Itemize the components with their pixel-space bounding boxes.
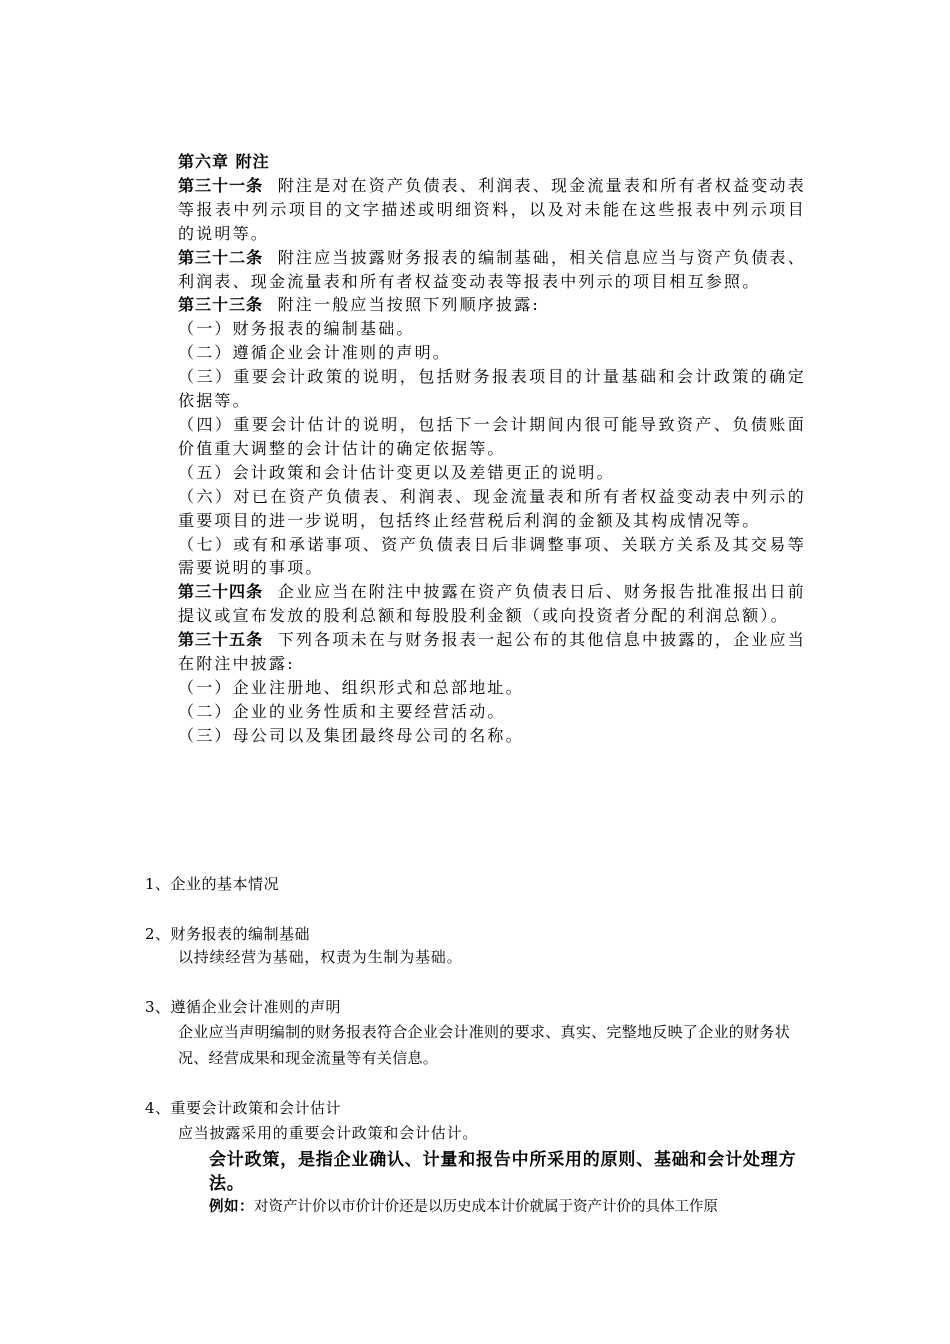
article-label: 第三十一条: [178, 175, 264, 195]
list-item: （四）重要会计估计的说明，包括下一会计期间内很可能导致资产、负债账面价值重大调整的会计估计的确定依据等。: [178, 414, 806, 458]
list-item: （一）财务报表的编制基础。: [178, 319, 415, 339]
list-item: （三）母公司以及集团最终母公司的名称。: [178, 725, 524, 745]
article-text: 附注应当披露财务报表的编制基础，相关信息应当与资产负债表、利润表、现金流量表和所有者权益变动表等报表中列示的项目相互参照。: [178, 247, 806, 291]
article-34: [178, 580, 806, 628]
list-item: （一）企业注册地、组织形式和总部地址。: [178, 677, 524, 697]
example-line: [209, 1196, 806, 1218]
article-text: 下列各项未在与财务报表一起公布的其他信息中披露的，企业应当在附注中披露:: [178, 630, 806, 674]
heading-preparation-basis: 2、财务报表的编制基础: [145, 925, 311, 943]
article-32: [178, 246, 806, 294]
list-item: （二）遵循企业会计准则的声明。: [178, 343, 452, 363]
list-item: （七）或有和承诺事项、资产负债表日后非调整事项、关联方关系及其交易等需要说明的事项。: [178, 534, 806, 578]
heading-standards-statement: 3、遵循企业会计准则的声明: [145, 998, 342, 1016]
article-31: [178, 174, 806, 246]
article-35: [178, 628, 806, 676]
article-label: 第三十四条: [178, 582, 264, 602]
paragraph-policies-estimates: 应当披露采用的重要会计政策和会计估计。: [178, 1124, 479, 1142]
heading-policies-estimates: 4、重要会计政策和会计估计: [145, 1099, 342, 1117]
chapter-title: 第六章 附注: [178, 152, 270, 171]
list-item: （六）对已在资产负债表、利润表、现金流量表和所有者权益变动表中列示的重要项目的进一步说明，包括终止经营税后利润的金额及其构成情况等。: [178, 486, 806, 530]
list-item: （五）会计政策和会计估计变更以及差错更正的说明。: [178, 462, 615, 482]
article-text: 附注是对在资产负债表、利润表、现金流量表和所有者权益变动表等报表中列示项目的文字描述或明细资料，以及对未能在这些报表中列示项目的说明等。: [178, 175, 806, 243]
article-text: 企业应当在附注中披露在资产负债表日后、财务报告批准报出日前提议或宣布发放的股利总额和每股股利金额（或向投资者分配的利润总额）。: [178, 582, 806, 626]
article-label: 第三十五条: [178, 630, 264, 650]
chapter-six-section: [178, 150, 806, 748]
accounting-policy-definition: 会计政策，是指企业确认、计量和报告中所采用的原则、基础和会计处理方法。: [209, 1150, 797, 1194]
article-label: 第三十二条: [178, 247, 264, 267]
list-item: （二）企业的业务性质和主要经营活动。: [178, 701, 506, 721]
article-label: 第三十三条: [178, 295, 264, 315]
paragraph-preparation-basis: 以持续经营为基础，权责为生制为基础。: [178, 948, 463, 966]
heading-basic-info: 1、企业的基本情况: [145, 875, 280, 893]
article-33: [178, 293, 806, 317]
example-label: 例如：: [209, 1198, 254, 1215]
list-item: （三）重要会计政策的说明，包括财务报表项目的计量基础和会计政策的确定依据等。: [178, 367, 806, 411]
article-text: 附注一般应当按照下列顺序披露:: [277, 295, 540, 315]
example-text: 对资产计价以市价计价还是以历史成本计价就属于资产计价的具体工作原: [254, 1199, 718, 1215]
paragraph-standards-statement: 企业应当声明编制的财务报表符合企业会计准则的要求、真实、完整地反映了企业的财务状况、经营成果和现金流量等有关信息。: [178, 1023, 791, 1067]
